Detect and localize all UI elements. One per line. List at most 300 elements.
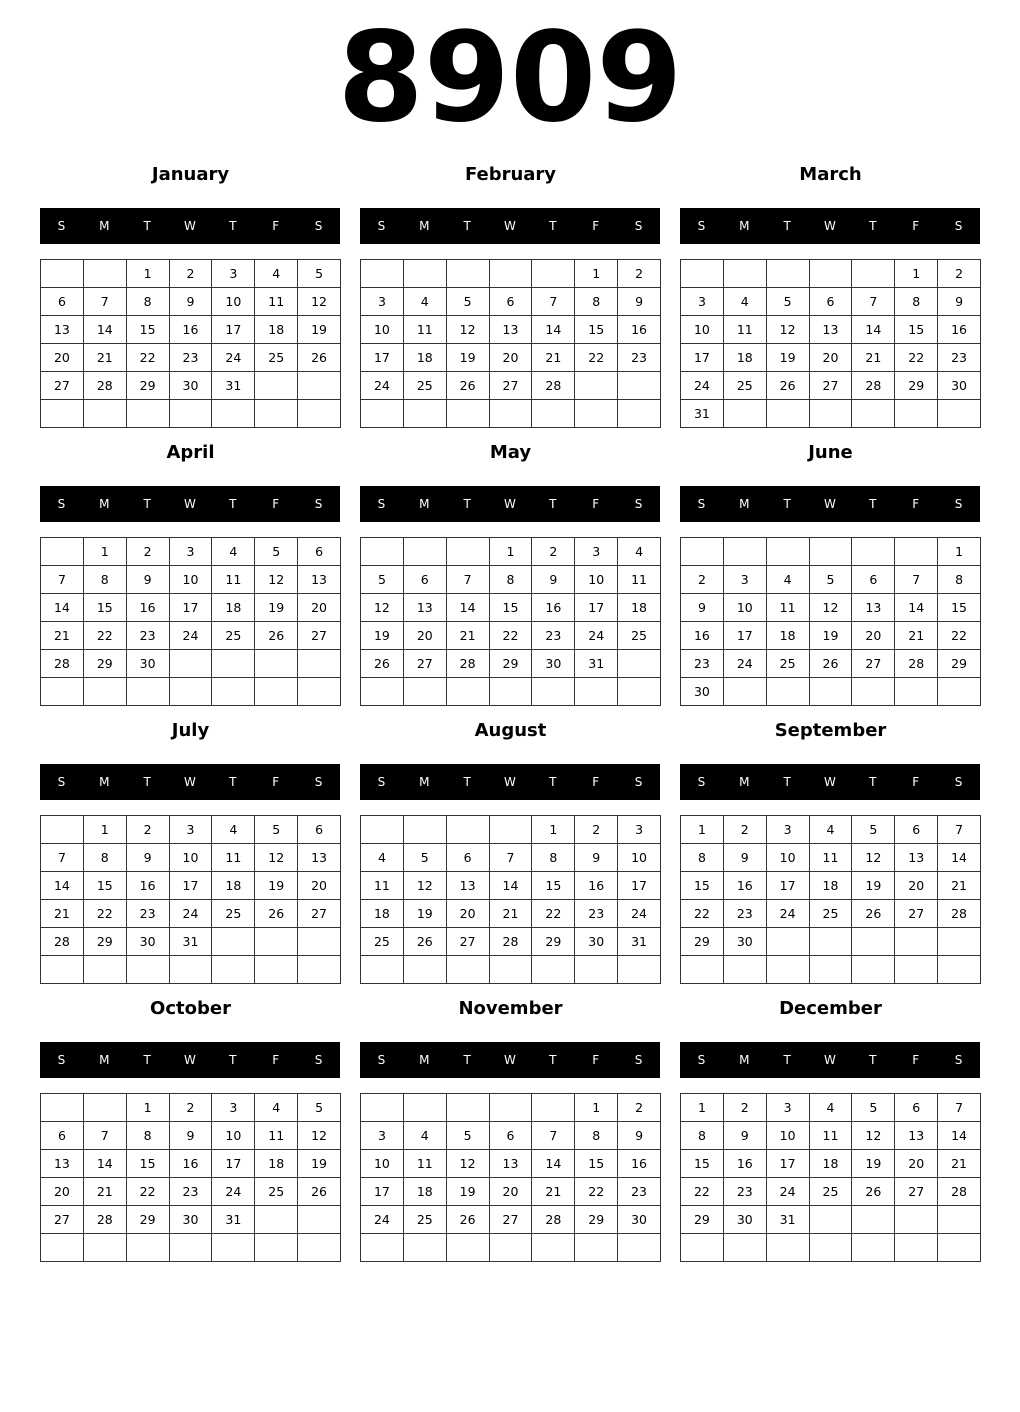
day-cell: 10 bbox=[170, 566, 213, 594]
day-cell bbox=[255, 1234, 298, 1262]
day-cell: 13 bbox=[41, 1150, 84, 1178]
day-cell: 22 bbox=[575, 1178, 618, 1206]
weekday-header bbox=[40, 486, 340, 522]
day-cell: 14 bbox=[84, 316, 127, 344]
day-cell bbox=[895, 538, 938, 566]
weekday-label: F bbox=[272, 497, 280, 511]
day-cell: 24 bbox=[170, 622, 213, 650]
weekday-label: S bbox=[57, 497, 66, 511]
day-cell: 11 bbox=[724, 316, 767, 344]
day-cell: 2 bbox=[618, 1094, 661, 1122]
day-cell: 23 bbox=[127, 622, 170, 650]
day-cell: 28 bbox=[490, 928, 533, 956]
day-cell: 2 bbox=[532, 538, 575, 566]
day-cell bbox=[618, 650, 661, 678]
day-cell: 12 bbox=[298, 1122, 341, 1150]
day-cell bbox=[767, 1234, 810, 1262]
day-cell: 10 bbox=[618, 844, 661, 872]
month-title: September bbox=[774, 720, 887, 741]
day-cell: 18 bbox=[212, 594, 255, 622]
day-cell bbox=[255, 1206, 298, 1234]
day-cell: 12 bbox=[361, 594, 404, 622]
day-cell: 29 bbox=[938, 650, 981, 678]
day-grid bbox=[360, 1093, 661, 1262]
day-cell: 17 bbox=[767, 872, 810, 900]
day-cell: 29 bbox=[84, 928, 127, 956]
day-cell: 1 bbox=[895, 260, 938, 288]
day-cell: 9 bbox=[618, 288, 661, 316]
day-cell: 8 bbox=[575, 1122, 618, 1150]
day-cell: 1 bbox=[575, 260, 618, 288]
day-cell: 17 bbox=[724, 622, 767, 650]
day-cell: 24 bbox=[618, 900, 661, 928]
day-cell: 25 bbox=[618, 622, 661, 650]
day-cell bbox=[490, 400, 533, 428]
day-cell: 16 bbox=[127, 872, 170, 900]
day-grid bbox=[40, 259, 341, 428]
weekday-label: W bbox=[824, 775, 836, 789]
day-cell: 25 bbox=[810, 900, 853, 928]
day-cell bbox=[127, 1234, 170, 1262]
day-cell: 10 bbox=[361, 1150, 404, 1178]
day-cell: 19 bbox=[852, 872, 895, 900]
day-cell: 9 bbox=[127, 844, 170, 872]
day-cell: 24 bbox=[212, 1178, 255, 1206]
weekday-label: S bbox=[377, 219, 386, 233]
day-cell: 10 bbox=[724, 594, 767, 622]
day-cell: 31 bbox=[618, 928, 661, 956]
day-cell bbox=[767, 260, 810, 288]
day-cell: 23 bbox=[618, 1178, 661, 1206]
day-cell bbox=[84, 956, 127, 984]
day-cell: 16 bbox=[938, 316, 981, 344]
day-cell: 5 bbox=[447, 288, 490, 316]
weekday-label: S bbox=[954, 497, 963, 511]
weekday-label: F bbox=[912, 1053, 920, 1067]
day-cell: 6 bbox=[895, 1094, 938, 1122]
month-title: June bbox=[808, 442, 853, 463]
day-cell bbox=[681, 1234, 724, 1262]
day-cell bbox=[361, 1234, 404, 1262]
day-cell bbox=[212, 650, 255, 678]
day-cell: 15 bbox=[895, 316, 938, 344]
day-cell: 21 bbox=[84, 1178, 127, 1206]
weekday-label: W bbox=[184, 219, 196, 233]
day-cell: 9 bbox=[170, 1122, 213, 1150]
weekday-label: F bbox=[592, 775, 600, 789]
day-cell: 30 bbox=[170, 372, 213, 400]
day-cell: 21 bbox=[852, 344, 895, 372]
day-grid bbox=[360, 537, 661, 706]
weekday-header bbox=[360, 764, 660, 800]
day-cell bbox=[852, 538, 895, 566]
day-cell bbox=[724, 1234, 767, 1262]
day-cell bbox=[532, 678, 575, 706]
day-cell bbox=[255, 372, 298, 400]
day-cell: 3 bbox=[361, 288, 404, 316]
day-cell: 28 bbox=[84, 372, 127, 400]
day-cell: 22 bbox=[127, 1178, 170, 1206]
day-cell: 14 bbox=[41, 872, 84, 900]
day-cell: 22 bbox=[532, 900, 575, 928]
day-cell: 14 bbox=[532, 316, 575, 344]
day-cell bbox=[298, 928, 341, 956]
day-cell bbox=[127, 400, 170, 428]
weekday-label: F bbox=[592, 219, 600, 233]
weekday-label: F bbox=[592, 497, 600, 511]
day-cell: 11 bbox=[810, 844, 853, 872]
day-cell bbox=[810, 928, 853, 956]
day-grid bbox=[360, 259, 661, 428]
day-cell: 26 bbox=[255, 900, 298, 928]
day-cell bbox=[41, 1094, 84, 1122]
day-cell: 27 bbox=[490, 372, 533, 400]
day-cell: 31 bbox=[767, 1206, 810, 1234]
weekday-label: S bbox=[634, 497, 643, 511]
weekday-label: F bbox=[912, 497, 920, 511]
day-cell: 28 bbox=[938, 1178, 981, 1206]
weekday-label: S bbox=[57, 1053, 66, 1067]
day-cell: 12 bbox=[767, 316, 810, 344]
day-cell: 22 bbox=[84, 900, 127, 928]
day-cell bbox=[255, 928, 298, 956]
day-cell: 15 bbox=[681, 872, 724, 900]
day-cell: 9 bbox=[724, 844, 767, 872]
day-cell bbox=[404, 1094, 447, 1122]
day-cell: 27 bbox=[895, 1178, 938, 1206]
day-cell: 11 bbox=[767, 594, 810, 622]
weekday-label: S bbox=[314, 219, 323, 233]
day-cell: 26 bbox=[361, 650, 404, 678]
day-cell: 27 bbox=[41, 372, 84, 400]
day-cell: 15 bbox=[490, 594, 533, 622]
day-cell: 15 bbox=[938, 594, 981, 622]
day-cell: 22 bbox=[681, 900, 724, 928]
day-cell: 14 bbox=[41, 594, 84, 622]
day-cell bbox=[170, 1234, 213, 1262]
year-title: 8909 bbox=[337, 6, 683, 150]
day-cell: 13 bbox=[298, 844, 341, 872]
day-cell bbox=[212, 400, 255, 428]
weekday-label: S bbox=[314, 1053, 323, 1067]
day-cell bbox=[447, 678, 490, 706]
day-cell: 17 bbox=[212, 1150, 255, 1178]
day-grid bbox=[680, 1093, 981, 1262]
day-cell: 1 bbox=[84, 816, 127, 844]
day-cell: 3 bbox=[361, 1122, 404, 1150]
day-cell: 23 bbox=[724, 1178, 767, 1206]
day-cell: 2 bbox=[170, 260, 213, 288]
day-cell bbox=[895, 1234, 938, 1262]
day-cell: 31 bbox=[575, 650, 618, 678]
day-cell: 7 bbox=[938, 1094, 981, 1122]
day-cell bbox=[490, 1234, 533, 1262]
weekday-header bbox=[680, 764, 980, 800]
day-cell: 3 bbox=[618, 816, 661, 844]
day-cell: 18 bbox=[404, 1178, 447, 1206]
day-cell: 28 bbox=[84, 1206, 127, 1234]
day-cell: 25 bbox=[361, 928, 404, 956]
weekday-label: F bbox=[912, 775, 920, 789]
day-cell: 18 bbox=[361, 900, 404, 928]
day-grid bbox=[360, 815, 661, 984]
weekday-label: M bbox=[419, 219, 430, 233]
day-cell bbox=[810, 400, 853, 428]
day-cell: 3 bbox=[212, 260, 255, 288]
month-title: October bbox=[150, 998, 231, 1019]
day-cell bbox=[127, 956, 170, 984]
day-cell: 24 bbox=[361, 1206, 404, 1234]
day-cell: 9 bbox=[618, 1122, 661, 1150]
day-cell bbox=[84, 260, 127, 288]
day-cell: 13 bbox=[41, 316, 84, 344]
day-cell: 27 bbox=[404, 650, 447, 678]
day-cell bbox=[447, 260, 490, 288]
day-cell: 6 bbox=[41, 288, 84, 316]
day-cell bbox=[447, 538, 490, 566]
day-cell bbox=[810, 260, 853, 288]
day-cell: 30 bbox=[724, 928, 767, 956]
day-cell: 12 bbox=[255, 844, 298, 872]
day-cell: 9 bbox=[724, 1122, 767, 1150]
day-cell: 8 bbox=[681, 844, 724, 872]
day-cell: 8 bbox=[938, 566, 981, 594]
day-cell bbox=[447, 1094, 490, 1122]
day-cell: 10 bbox=[767, 844, 810, 872]
weekday-label: T bbox=[143, 1053, 151, 1067]
day-cell: 21 bbox=[447, 622, 490, 650]
day-cell: 23 bbox=[938, 344, 981, 372]
day-cell: 7 bbox=[447, 566, 490, 594]
weekday-label: S bbox=[377, 497, 386, 511]
day-cell bbox=[767, 678, 810, 706]
weekday-label: W bbox=[504, 219, 516, 233]
day-cell: 24 bbox=[767, 900, 810, 928]
day-cell: 8 bbox=[84, 566, 127, 594]
day-cell bbox=[298, 956, 341, 984]
day-cell: 19 bbox=[255, 872, 298, 900]
weekday-label: W bbox=[184, 1053, 196, 1067]
day-cell bbox=[212, 1234, 255, 1262]
day-cell: 29 bbox=[532, 928, 575, 956]
day-cell: 29 bbox=[127, 372, 170, 400]
day-cell bbox=[84, 400, 127, 428]
day-cell bbox=[575, 956, 618, 984]
day-cell: 8 bbox=[532, 844, 575, 872]
day-cell bbox=[255, 650, 298, 678]
day-cell bbox=[361, 538, 404, 566]
weekday-label: S bbox=[697, 775, 706, 789]
day-cell: 1 bbox=[575, 1094, 618, 1122]
day-cell: 19 bbox=[298, 316, 341, 344]
day-cell: 29 bbox=[895, 372, 938, 400]
day-cell bbox=[895, 400, 938, 428]
day-cell: 15 bbox=[127, 316, 170, 344]
day-cell bbox=[212, 956, 255, 984]
day-cell bbox=[810, 956, 853, 984]
weekday-label: T bbox=[229, 497, 237, 511]
day-cell: 21 bbox=[532, 344, 575, 372]
day-cell: 26 bbox=[447, 1206, 490, 1234]
day-cell: 11 bbox=[255, 1122, 298, 1150]
day-cell: 4 bbox=[255, 1094, 298, 1122]
weekday-label: M bbox=[99, 775, 110, 789]
day-cell: 3 bbox=[170, 816, 213, 844]
weekday-label: S bbox=[697, 1053, 706, 1067]
day-cell: 4 bbox=[810, 1094, 853, 1122]
day-cell bbox=[404, 816, 447, 844]
day-cell bbox=[532, 1094, 575, 1122]
day-grid bbox=[40, 1093, 341, 1262]
weekday-header bbox=[680, 486, 980, 522]
weekday-label: T bbox=[229, 219, 237, 233]
day-cell: 28 bbox=[532, 1206, 575, 1234]
day-cell: 5 bbox=[404, 844, 447, 872]
day-cell: 29 bbox=[681, 1206, 724, 1234]
day-cell: 1 bbox=[490, 538, 533, 566]
day-cell bbox=[361, 400, 404, 428]
day-cell: 26 bbox=[852, 1178, 895, 1206]
weekday-header bbox=[360, 1042, 660, 1078]
weekday-label: S bbox=[57, 775, 66, 789]
day-cell bbox=[298, 650, 341, 678]
day-cell: 6 bbox=[404, 566, 447, 594]
day-cell: 28 bbox=[532, 372, 575, 400]
day-cell: 3 bbox=[575, 538, 618, 566]
day-cell: 16 bbox=[618, 1150, 661, 1178]
day-cell: 6 bbox=[298, 816, 341, 844]
day-cell: 5 bbox=[298, 1094, 341, 1122]
weekday-label: W bbox=[824, 219, 836, 233]
day-cell bbox=[532, 400, 575, 428]
day-cell bbox=[447, 1234, 490, 1262]
day-cell: 18 bbox=[810, 1150, 853, 1178]
day-cell: 8 bbox=[575, 288, 618, 316]
day-cell: 29 bbox=[575, 1206, 618, 1234]
day-cell: 1 bbox=[532, 816, 575, 844]
weekday-label: T bbox=[783, 497, 791, 511]
day-cell bbox=[127, 678, 170, 706]
day-cell: 23 bbox=[170, 1178, 213, 1206]
day-cell: 11 bbox=[361, 872, 404, 900]
weekday-label: F bbox=[272, 219, 280, 233]
day-cell bbox=[490, 260, 533, 288]
weekday-label: S bbox=[697, 219, 706, 233]
day-cell: 17 bbox=[170, 872, 213, 900]
day-cell: 4 bbox=[361, 844, 404, 872]
day-cell: 23 bbox=[575, 900, 618, 928]
day-cell bbox=[810, 538, 853, 566]
day-cell bbox=[84, 1094, 127, 1122]
day-grid bbox=[680, 815, 981, 984]
day-cell bbox=[852, 260, 895, 288]
weekday-label: T bbox=[549, 497, 557, 511]
day-cell bbox=[724, 260, 767, 288]
day-cell: 28 bbox=[852, 372, 895, 400]
day-cell: 19 bbox=[255, 594, 298, 622]
day-cell bbox=[938, 928, 981, 956]
day-cell: 17 bbox=[212, 316, 255, 344]
day-cell: 28 bbox=[447, 650, 490, 678]
day-cell: 14 bbox=[490, 872, 533, 900]
day-cell bbox=[447, 956, 490, 984]
day-cell bbox=[41, 1234, 84, 1262]
day-cell: 19 bbox=[767, 344, 810, 372]
day-cell: 5 bbox=[255, 538, 298, 566]
day-grid bbox=[40, 815, 341, 984]
day-cell: 12 bbox=[255, 566, 298, 594]
day-cell: 24 bbox=[767, 1178, 810, 1206]
day-cell: 16 bbox=[724, 1150, 767, 1178]
weekday-label: F bbox=[592, 1053, 600, 1067]
day-cell: 30 bbox=[127, 650, 170, 678]
day-cell: 27 bbox=[810, 372, 853, 400]
day-cell: 15 bbox=[84, 594, 127, 622]
day-cell bbox=[895, 928, 938, 956]
day-cell: 17 bbox=[361, 1178, 404, 1206]
weekday-label: F bbox=[912, 219, 920, 233]
day-cell: 24 bbox=[575, 622, 618, 650]
day-cell: 14 bbox=[84, 1150, 127, 1178]
day-cell bbox=[41, 538, 84, 566]
day-cell: 10 bbox=[212, 1122, 255, 1150]
day-cell bbox=[767, 928, 810, 956]
day-cell: 8 bbox=[681, 1122, 724, 1150]
weekday-label: M bbox=[739, 219, 750, 233]
day-cell: 11 bbox=[255, 288, 298, 316]
day-cell: 27 bbox=[298, 622, 341, 650]
weekday-label: S bbox=[377, 1053, 386, 1067]
day-cell: 14 bbox=[895, 594, 938, 622]
weekday-label: S bbox=[314, 497, 323, 511]
day-cell: 14 bbox=[938, 844, 981, 872]
day-cell: 21 bbox=[84, 344, 127, 372]
day-cell: 9 bbox=[681, 594, 724, 622]
day-cell bbox=[447, 816, 490, 844]
day-cell: 1 bbox=[84, 538, 127, 566]
day-cell bbox=[724, 538, 767, 566]
day-cell bbox=[895, 956, 938, 984]
day-cell: 1 bbox=[938, 538, 981, 566]
day-cell: 20 bbox=[895, 872, 938, 900]
day-cell: 19 bbox=[298, 1150, 341, 1178]
day-cell: 7 bbox=[41, 844, 84, 872]
day-cell: 24 bbox=[724, 650, 767, 678]
day-cell: 22 bbox=[681, 1178, 724, 1206]
day-cell: 2 bbox=[170, 1094, 213, 1122]
weekday-label: T bbox=[869, 219, 877, 233]
day-cell: 29 bbox=[681, 928, 724, 956]
day-cell: 19 bbox=[447, 344, 490, 372]
day-grid bbox=[40, 537, 341, 706]
day-cell: 26 bbox=[255, 622, 298, 650]
weekday-label: W bbox=[824, 497, 836, 511]
day-cell: 2 bbox=[127, 816, 170, 844]
weekday-label: T bbox=[463, 219, 471, 233]
day-cell bbox=[41, 400, 84, 428]
day-cell: 10 bbox=[575, 566, 618, 594]
day-cell bbox=[767, 956, 810, 984]
weekday-label: T bbox=[463, 1053, 471, 1067]
day-cell: 29 bbox=[84, 650, 127, 678]
weekday-label: T bbox=[143, 497, 151, 511]
day-cell: 31 bbox=[170, 928, 213, 956]
weekday-header bbox=[680, 1042, 980, 1078]
day-cell: 2 bbox=[575, 816, 618, 844]
day-cell: 13 bbox=[895, 844, 938, 872]
day-cell: 2 bbox=[127, 538, 170, 566]
day-cell: 8 bbox=[127, 1122, 170, 1150]
